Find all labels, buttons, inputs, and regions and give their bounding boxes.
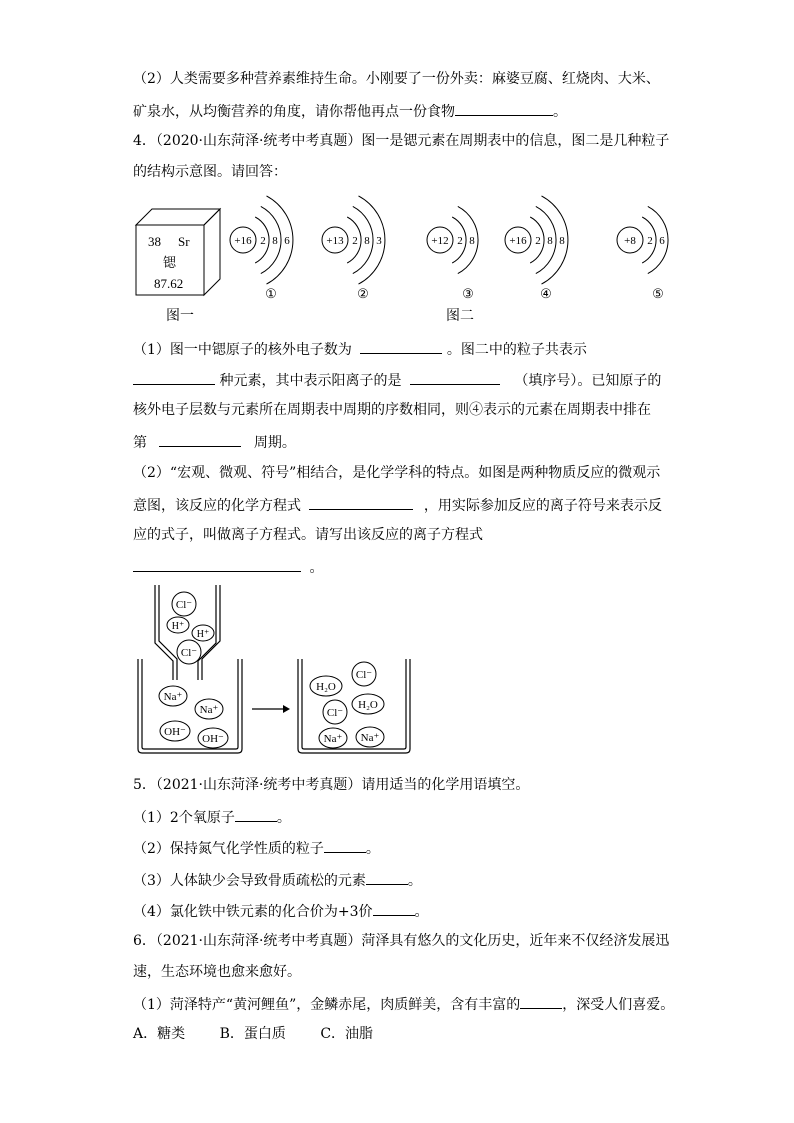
- option-b[interactable]: B．蛋白质: [219, 1026, 286, 1042]
- punct: 。: [407, 873, 422, 889]
- shell-electron-count: 2: [260, 235, 266, 247]
- shell-electron-count: 2: [647, 235, 653, 247]
- svg-text:H₂O: H₂O: [358, 699, 378, 711]
- q6-part1: [133, 994, 674, 1014]
- shell-electron-count: 8: [469, 235, 475, 247]
- reaction-diagram: [130, 583, 420, 758]
- q4-part1-text: 种元素，其中表示阳离子的是: [219, 373, 402, 389]
- ion-na: [356, 727, 384, 747]
- q6-part1-text: （1）菏泽特产“黄河鲤鱼”，金鳞赤尾，肉质鲜美，含有丰富的: [133, 997, 521, 1013]
- ion-cl: [177, 640, 201, 664]
- q4-part1-line2: [133, 370, 661, 390]
- answer-blank[interactable]: [324, 838, 366, 853]
- option-c[interactable]: C．油脂: [320, 1026, 374, 1042]
- figure1-caption: 图一: [166, 308, 194, 324]
- punct: 。: [414, 904, 429, 920]
- svg-text:Cl⁻: Cl⁻: [180, 647, 198, 659]
- answer-blank[interactable]: [360, 339, 442, 354]
- particle-5: [617, 206, 668, 301]
- answer-blank[interactable]: [410, 370, 500, 385]
- nucleus-charge: +12: [431, 235, 449, 247]
- shell-electron-count: 8: [559, 235, 565, 247]
- svg-text:OH⁻: OH⁻: [202, 733, 224, 745]
- ion-h: [167, 617, 189, 633]
- punct: 。: [309, 560, 324, 576]
- q4-part2-text: ，用实际参加反应的离子符号来表示反: [423, 498, 662, 514]
- element-card-figure: [130, 205, 225, 297]
- element-name: 锶: [163, 255, 177, 270]
- punct: 。: [365, 841, 380, 857]
- q4-part2-line3: 应的式子，叫做离子方程式。请写出该反应的离子方程式: [133, 527, 483, 543]
- q4-part1-text: （1）图一中锶原子的核外电子数为: [133, 342, 352, 358]
- svg-text:H⁺: H⁺: [196, 629, 210, 640]
- q3-part2-line1: （2）人类需要多种营养素维持生命。小刚要了一份外卖：麻婆豆腐、红烧肉、大米、: [133, 71, 660, 87]
- q4-part2-text: 意图，该反应的化学方程式: [133, 498, 301, 514]
- option-a[interactable]: A．糖类: [133, 1026, 186, 1042]
- shell-electron-count: 2: [352, 235, 358, 247]
- ion-cl: [352, 662, 376, 686]
- q5-item-text: （4）氯化铁中铁元素的化合价为+3价: [133, 904, 373, 920]
- figure2-caption: 图二: [446, 308, 474, 324]
- svg-text:H₂O: H₂O: [316, 681, 336, 693]
- particle-2: [322, 196, 385, 301]
- q5-item-text: （1）2个氧原子: [133, 810, 235, 826]
- ion-cl: [323, 700, 347, 724]
- svg-text:Cl⁻: Cl⁻: [355, 669, 373, 681]
- q6-options: [133, 1025, 373, 1043]
- shell-electron-count: 6: [659, 235, 665, 247]
- molecule-h2o: [352, 694, 384, 714]
- q6-part1-text: ，深受人们喜爱。: [562, 997, 675, 1013]
- svg-text:Na⁺: Na⁺: [199, 704, 219, 716]
- svg-text:H⁺: H⁺: [171, 621, 185, 632]
- arrow-icon: [252, 705, 290, 713]
- ion-na: [159, 686, 187, 706]
- q4-part1-line3: 核外电子层数与元素所在周期表中周期的序数相同，则④表示的元素在周期表中排在: [133, 402, 651, 418]
- answer-blank[interactable]: [235, 807, 277, 822]
- shell-electron-count: 6: [284, 235, 290, 247]
- q4-part1-line4: [133, 432, 296, 452]
- ion-cl: [172, 592, 196, 616]
- ion-oh: [198, 728, 228, 748]
- answer-blank[interactable]: [373, 901, 415, 916]
- q5-item-1: [133, 807, 291, 827]
- shell-electron-count: 8: [272, 235, 278, 247]
- particle-label: ④: [540, 286, 552, 301]
- q4-part1-text: （填序号）。已知原子的: [514, 373, 662, 389]
- shell-electron-count: 8: [547, 235, 553, 247]
- svg-text:OH⁻: OH⁻: [164, 726, 186, 738]
- answer-blank[interactable]: [309, 495, 413, 510]
- nucleus-charge: +8: [624, 235, 636, 247]
- q4-intro-line1: 4．（2020·山东菏泽·统考中考真题）图一是锶元素在周期表中的信息，图二是几种粒子: [133, 133, 670, 149]
- q6-intro-line1: 6．（2021·山东菏泽·统考中考真题）菏泽具有悠久的文化历史，近年来不仅经济发展迅: [133, 933, 670, 949]
- punct: 。: [276, 810, 291, 826]
- shell-electron-count: 2: [535, 235, 541, 247]
- particle-1: [230, 196, 293, 301]
- q5-item-text: （2）保持氮气化学性质的粒子: [133, 841, 324, 857]
- answer-blank[interactable]: [455, 101, 553, 116]
- ion-na: [319, 728, 347, 748]
- shell-electron-count: 3: [376, 235, 382, 247]
- atomic-number: 38: [148, 234, 161, 249]
- svg-text:Cl⁻: Cl⁻: [326, 707, 344, 719]
- q4-part2-line2: [133, 495, 662, 515]
- particle-label: ②: [357, 286, 369, 301]
- particle-label: ③: [462, 286, 474, 301]
- q5-item-text: （3）人体缺少会导致骨质疏松的元素: [133, 873, 366, 889]
- q4-part1-text: 。图二中的粒子共表示: [446, 342, 587, 358]
- shell-electron-count: 8: [364, 235, 370, 247]
- ion-h: [192, 625, 214, 641]
- q3-part2-text: 矿泉水，从均衡营养的角度，请你帮他再点一份食物: [133, 104, 455, 120]
- particle-4: [505, 196, 568, 301]
- particle-label: ⑤: [652, 286, 664, 301]
- svg-text:Na⁺: Na⁺: [360, 732, 380, 744]
- q5-item-3: [133, 870, 422, 890]
- answer-blank[interactable]: [133, 370, 215, 385]
- q5-item-2: [133, 838, 380, 858]
- q4-part2-line1: （2）“宏观、微观、符号”相结合，是化学学科的特点。如图是两种物质反应的微观示: [133, 465, 661, 481]
- ion-oh: [160, 721, 190, 741]
- shell-electron-count: 2: [457, 235, 463, 247]
- particle-label: ①: [265, 286, 277, 301]
- svg-text:Cl⁻: Cl⁻: [175, 599, 193, 611]
- q4-part1-line1: [133, 339, 587, 359]
- answer-blank[interactable]: [133, 557, 301, 572]
- q4-part1-text: 第: [133, 435, 147, 451]
- svg-text:Na⁺: Na⁺: [163, 691, 183, 703]
- ion-na: [195, 699, 223, 719]
- particle-structures-figure: [225, 190, 670, 310]
- answer-blank[interactable]: [159, 432, 241, 447]
- nucleus-charge: +16: [234, 235, 252, 247]
- q4-part2-line4: [133, 557, 323, 577]
- svg-text:Na⁺: Na⁺: [323, 733, 343, 745]
- punct: 。: [553, 104, 567, 120]
- q5-intro: 5．（2021·山东菏泽·统考中考真题）请用适当的化学用语填空。: [133, 777, 530, 793]
- atomic-mass: 87.62: [154, 276, 184, 291]
- q4-intro-line2: 的结构示意图。请回答：: [133, 164, 287, 180]
- answer-blank[interactable]: [520, 994, 562, 1009]
- q6-intro-line2: 速，生态环境也愈来愈好。: [133, 964, 301, 980]
- q4-part1-text: 周期。: [253, 435, 296, 451]
- nucleus-charge: +16: [509, 235, 527, 247]
- particle-3: [427, 206, 478, 301]
- q3-part2-line2: [133, 101, 567, 121]
- molecule-h2o: [310, 676, 342, 696]
- element-symbol: Sr: [178, 234, 190, 249]
- answer-blank[interactable]: [366, 870, 408, 885]
- nucleus-charge: +13: [326, 235, 344, 247]
- q5-item-4: [133, 901, 429, 921]
